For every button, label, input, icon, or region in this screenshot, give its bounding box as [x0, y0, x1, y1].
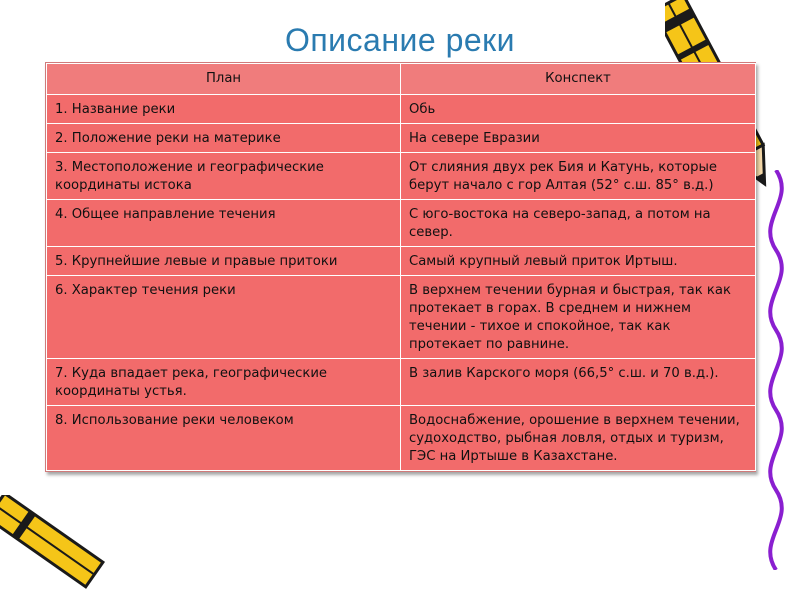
summary-cell: Обь: [401, 95, 756, 124]
squiggle-decoration: [752, 170, 800, 570]
header-summary: Конспект: [401, 64, 756, 95]
table-row: [47, 153, 756, 200]
summary-cell: На севере Евразии: [401, 124, 756, 153]
summary-cell: В верхнем течении бурная и быстрая, так как протекает в горах. В среднем и нижнем течении - тихое и спокойное, так как протекает по равнине.: [401, 276, 756, 359]
table-row: [47, 124, 756, 153]
table-header-row: [47, 64, 756, 95]
summary-cell: С юго-востока на северо-запад, а потом на север.: [401, 200, 756, 247]
summary-cell: От слияния двух рек Бия и Катунь, которые берут начало с гор Алтая (52° с.ш. 85° в.д.): [401, 153, 756, 200]
table-row: [47, 95, 756, 124]
plan-cell: 6. Характер течения реки: [47, 276, 401, 359]
plan-cell: 1. Название реки: [47, 95, 401, 124]
plan-cell: 2. Положение реки на материке: [47, 124, 401, 153]
plan-cell: 3. Местоположение и географические координаты истока: [47, 153, 401, 200]
plan-table: [45, 62, 756, 472]
header-plan: План: [47, 64, 401, 95]
table-row: [47, 247, 756, 276]
plan-cell: 7. Куда впадает река, географические координаты устья.: [47, 359, 401, 406]
table-row: [47, 359, 756, 406]
table-row: [47, 406, 756, 471]
page-title: Описание реки: [284, 22, 516, 58]
summary-cell: Самый крупный левый приток Иртыш.: [401, 247, 756, 276]
table-row: [47, 276, 756, 359]
plan-cell: 8. Использование реки человеком: [47, 406, 401, 471]
pencil-icon: [0, 495, 110, 600]
plan-cell: 5. Крупнейшие левые и правые притоки: [47, 247, 401, 276]
table-row: [47, 200, 756, 247]
summary-cell: В залив Карского моря (66,5° с.ш. и 70 в.д.).: [401, 359, 756, 406]
summary-cell: Водоснабжение, орошение в верхнем течении, судоходство, рыбная ловля, отдых и туризм, ГЭС на Иртыше в Казахстане.: [401, 406, 756, 471]
plan-cell: 4. Общее направление течения: [47, 200, 401, 247]
